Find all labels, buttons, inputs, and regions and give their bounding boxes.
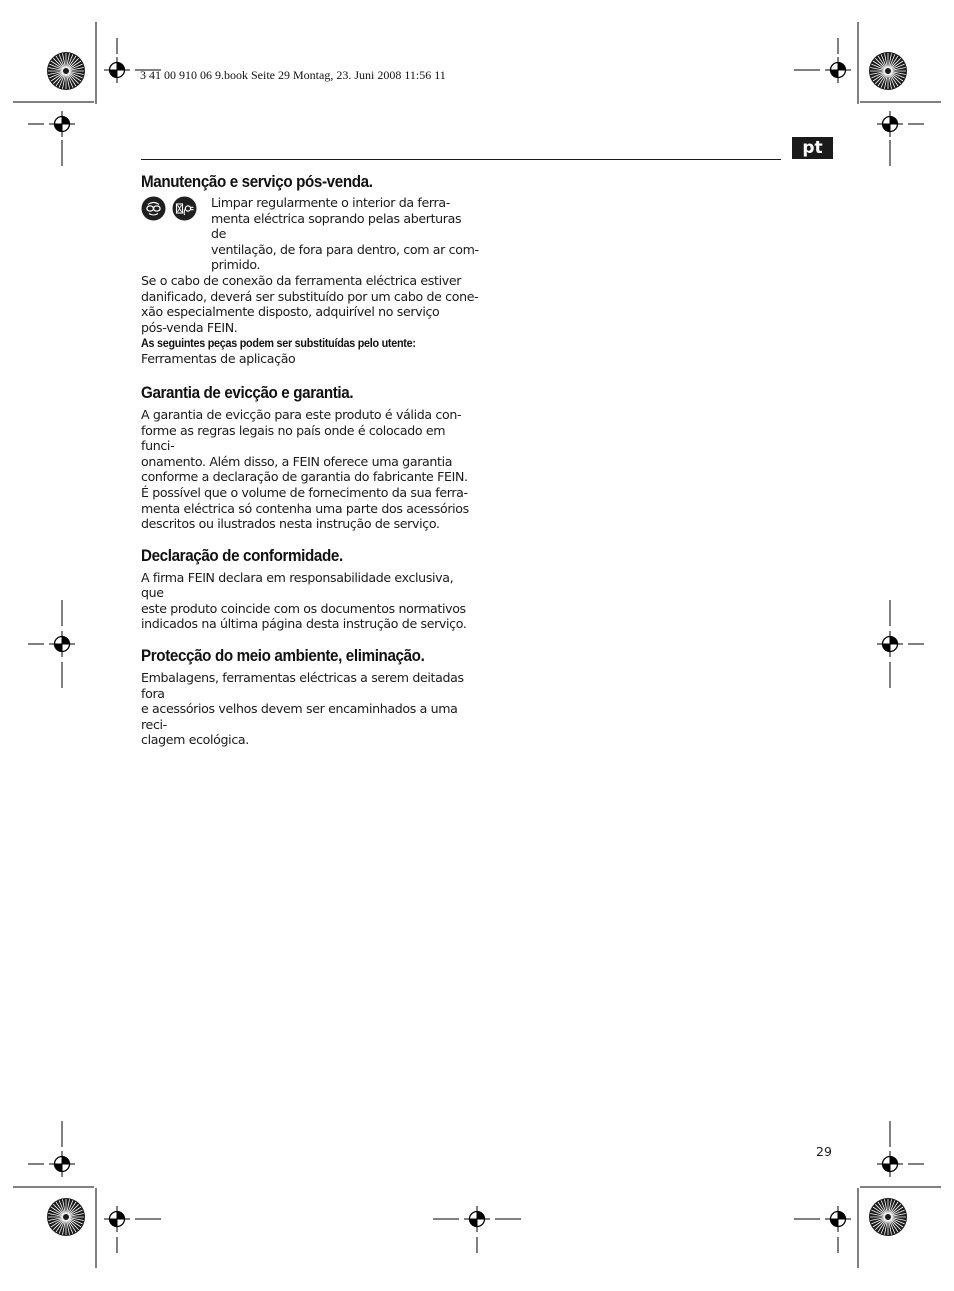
text-line: conforme a declaração de garantia do fabricante FEIN.	[141, 469, 468, 485]
text-line: descritos ou ilustrados nesta instrução de serviço.	[141, 516, 440, 532]
text-line: Embalagens, ferramentas eléctricas a serem deitadas fora	[141, 670, 464, 701]
text-line: ventilação, de fora para dentro, com ar com-	[211, 241, 479, 257]
text-line: xão especialmente disposto, adquirível no serviço	[141, 304, 440, 320]
section-conformity	[141, 546, 479, 632]
text-line: primido.	[211, 257, 261, 273]
text-line: Se o cabo de conexão da ferramenta eléctrica estiver	[141, 272, 462, 288]
section-warranty	[141, 383, 479, 532]
section-environment	[141, 646, 479, 748]
text-line: menta eléctrica só contenha uma parte dos acessórios	[141, 500, 469, 516]
text-line: clagem ecológica.	[141, 732, 249, 748]
eye-protection-icon	[141, 196, 166, 221]
section-title-maintenance: Manutenção e serviço pós-venda.	[141, 173, 373, 191]
maintenance-icon-row	[141, 195, 479, 273]
section-title-conformity: Declaração de conformidade.	[141, 546, 343, 565]
text-line: indicados na última página desta instrução de serviço.	[141, 616, 467, 632]
section-title-environment: Protecção do meio ambiente, eliminação.	[141, 647, 425, 666]
language-tab: pt	[792, 137, 833, 159]
text-line: A garantia de evicção para este produto é válida con-	[141, 406, 462, 422]
text-line: forme as regras legais no país onde é colocado em funci-	[141, 422, 446, 454]
page-content	[141, 172, 479, 748]
text-line: A firma FEIN declara em responsabilidade exclusiva, que	[141, 569, 454, 601]
text-line: danificado, deverá ser substituído por um cabo de cone-	[141, 288, 479, 304]
section-title-warranty: Garantia de evicção e garantia.	[141, 383, 354, 402]
text-line: É possível que o volume de fornecimento da sua ferra-	[141, 484, 468, 500]
maintenance-icon-text	[211, 195, 479, 273]
file-header: 3 41 00 910 06 9.book Seite 29 Montag, 23. Juni 2008 11:56 11	[140, 68, 446, 82]
header-rule	[141, 159, 781, 160]
text-line: e acessórios velhos devem ser encaminhados a uma reci-	[141, 701, 458, 732]
text-line: Limpar regularmente o interior da ferra-	[211, 195, 450, 210]
replaceable-parts-label: As seguintes peças podem ser substituídas pelo utente:	[141, 336, 416, 351]
text-line: pós-venda FEIN.	[141, 319, 238, 335]
safety-icons	[141, 195, 211, 221]
section-maintenance	[141, 172, 479, 367]
page-number: 29	[816, 1144, 832, 1159]
text-line: menta eléctrica soprando pelas aberturas de	[211, 210, 462, 242]
text-line: este produto coincide com os documentos normativos	[141, 600, 466, 616]
replaceable-parts-value: Ferramentas de aplicação	[141, 351, 296, 367]
text-line: onamento. Além disso, a FEIN oferece uma garantia	[141, 453, 453, 469]
unplug-icon	[172, 196, 197, 221]
